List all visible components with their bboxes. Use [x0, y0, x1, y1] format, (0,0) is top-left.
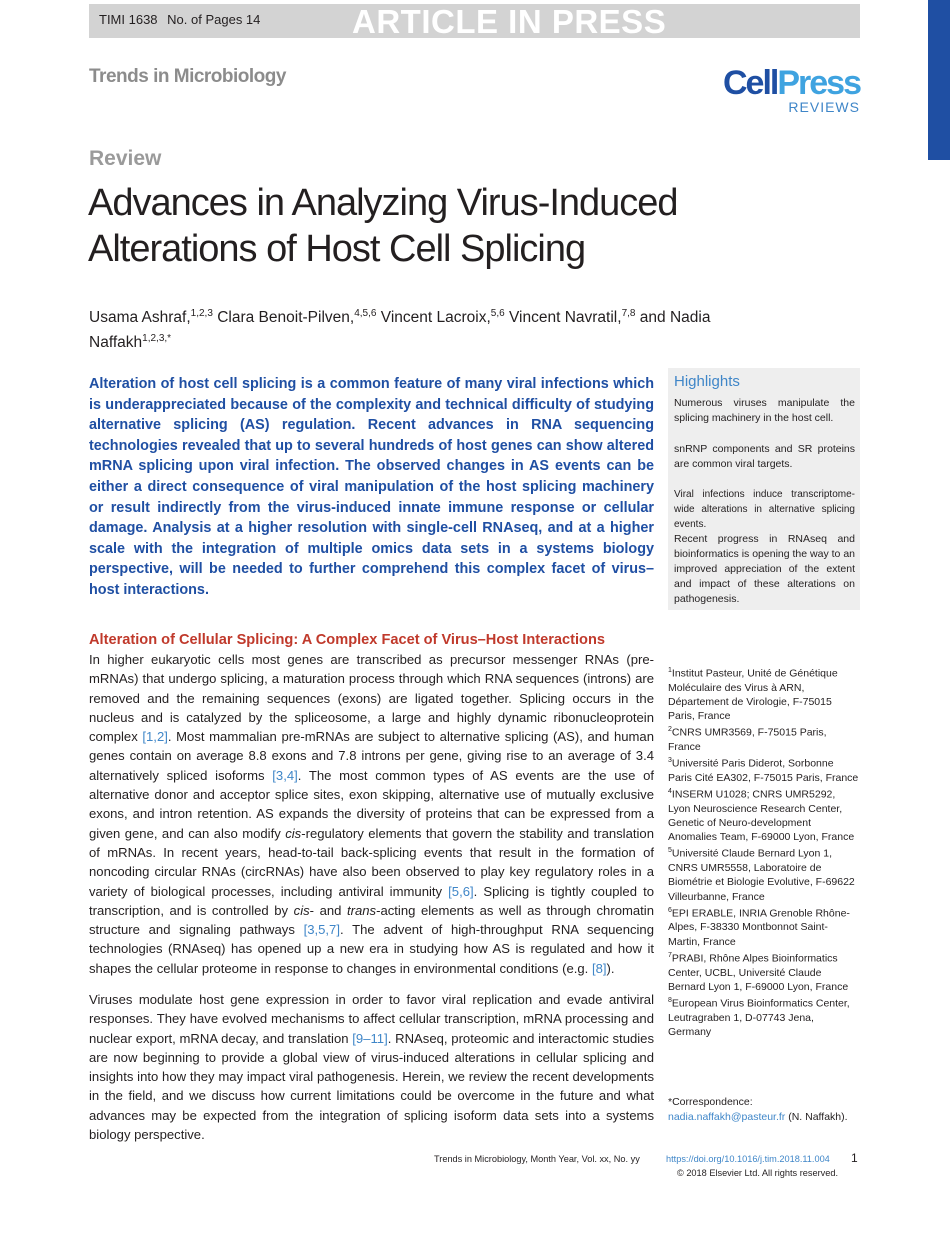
author-affil: 4,5,6 [354, 308, 377, 319]
author-name: and Nadia Naffakh [89, 309, 711, 352]
footer-copyright: © 2018 Elsevier Ltd. All rights reserved. [677, 1168, 838, 1178]
author-name: Vincent Lacroix, [376, 309, 491, 327]
affiliation-number: 2 [668, 726, 672, 734]
italic-term: trans [347, 902, 377, 918]
affiliation-number: 4 [668, 788, 672, 796]
highlight-item: Recent progress in RNAseq and bioinformatics is opening the way to an improved appreciation of the extent and impact of these alterations on pathogenesis. [674, 533, 855, 605]
text-run: . Most mammalian pre-mRNAs are subject to alternative splicing (AS), and human genes contain on average 8.8 exons and 7.8 introns per gene, giving rise to an average of 3.4 alternatively spliced isoforms [89, 729, 654, 783]
author-affil: 1,2,3,* [142, 333, 172, 345]
affiliation-text: EPI ERABLE, INRIA Grenoble Rhône-Alpes, F-38330 Montbonnot Saint-Martin, France [668, 907, 850, 948]
body-paragraph-1 [89, 650, 654, 978]
affiliation-item [668, 754, 860, 785]
affiliation-number: 1 [668, 667, 672, 674]
section-heading: Alteration of Cellular Splicing: A Complex Facet of Virus–Host Interactions [89, 632, 606, 648]
text-run: . RNAseq, proteomic and interactomic studies are now beginning to provide a global view of virus-induced alterations in cellular splicing and insights into how they may impact viral pathogenesis. Herein, we review the recent developments in the field, and we discuss how current limitations could be overcome in the future and what advances may be expected from the integration of splicing isoform data sets into a systems biology perspective. [89, 1030, 654, 1143]
author-affil: 5,6 [490, 308, 505, 319]
citation-link[interactable]: [3,5,7] [303, 922, 340, 938]
article-type: Review [89, 147, 162, 170]
text-run: ). [606, 960, 615, 976]
text-run: Viruses modulate host gene expression in order to favor viral replication and evade antiviral responses. They have evolved mechanisms to affect cellular transcription, mRNA processing and nuclear export, mRNA decay, and translation [89, 992, 654, 1046]
logo-reviews: REVIEWS [788, 99, 860, 115]
correspondence-label: *Correspondence: [668, 1096, 753, 1108]
side-tab [928, 0, 950, 160]
text-run: -regulatory elements that govern the stability and translation of mRNAs. In recent years, head-to-tail back-splicing events that result in the formation of noncoding circular RNAs (circRNAs) have also been observed to play key regulatory roles in a variety of biological processes, including antiviral immunity [89, 825, 654, 899]
affiliations [668, 664, 860, 1039]
correspondence-email[interactable]: nadia.naffakh@pasteur.fr [668, 1110, 786, 1123]
footer-journal-info: Trends in Microbiology, Month Year, Vol. xx, No. yy [434, 1154, 640, 1164]
footer-doi-link[interactable]: https://doi.org/10.1016/j.tim.2018.11.004 [666, 1154, 830, 1164]
affiliation-number: 8 [668, 996, 672, 1004]
cellpress-logo [712, 66, 860, 116]
text-run: -acting elements as well as through chromatin structure and signaling pathways [89, 902, 654, 938]
highlight-item: Viral infections induce transcriptome-wide alterations in alternative splicing events. [674, 489, 855, 530]
journal-name: Trends in Microbiology [89, 66, 286, 87]
affiliation-item [668, 723, 860, 754]
highlights-title: Highlights [674, 373, 740, 390]
citation-link[interactable]: [8] [591, 960, 607, 976]
page-count: No. of Pages 14 [167, 12, 261, 27]
affiliation-text: INSERM U1028; CNRS UMR5292, Lyon Neuroscience Research Center, Genetic of Neuro-development Anomalies Team, F-69000 Lyon, France [668, 788, 855, 844]
author-name: Clara Benoit-Pilven, [212, 309, 355, 327]
affiliation-text: CNRS UMR3569, F-75015 Paris, France [668, 726, 827, 754]
highlight-item: snRNP components and SR proteins are common viral targets. [674, 443, 855, 470]
citation-link[interactable]: [9–11] [352, 1030, 388, 1046]
header-article-info [99, 12, 266, 27]
page-number: 1 [851, 1151, 858, 1165]
text-run: - and [309, 902, 347, 918]
affiliation-item [668, 664, 860, 723]
affiliation-item [668, 949, 860, 994]
article-id: TIMI 1638 [99, 12, 158, 27]
logo-press: Press [777, 64, 860, 102]
text-run: . Splicing is tightly coupled to transcription, and is controlled by [89, 883, 654, 918]
italic-term: cis [285, 825, 302, 841]
logo-cell: Cell [723, 64, 778, 102]
affiliation-text: PRABI, Rhône Alpes Bioinformatics Center, UCBL, Université Claude Bernard Lyon 1, F-69000 Lyon, France [668, 952, 849, 993]
text-run: . The advent of high-throughput RNA sequencing technologies (RNAseq) has opened up a new era in studying how AS is regulated and how it shapes the cellular proteome in response to changes in environmental conditions (e.g. [89, 922, 654, 976]
highlights-box [668, 368, 860, 610]
author-affil: 7,8 [621, 308, 636, 319]
affiliation-number: 7 [668, 951, 672, 959]
article-title: Advances in Analyzing Virus-Induced Alterations of Host Cell Splicing [88, 182, 678, 270]
highlight-item: Numerous viruses manipulate the splicing machinery in the host cell. [674, 397, 855, 424]
correspondence [668, 1095, 860, 1124]
author-list [89, 303, 789, 353]
affiliation-item [668, 844, 860, 903]
affiliation-text: Institut Pasteur, Unité de Génétique Moléculaire des Virus à ARN, Département de Virologie, F-75015 Paris, France [668, 667, 838, 723]
correspondence-name: (N. Naffakh). [785, 1110, 848, 1123]
affiliation-number: 6 [668, 906, 672, 914]
header-bar [89, 4, 860, 38]
affiliation-item [668, 994, 860, 1039]
citation-link[interactable]: [3,4] [272, 767, 298, 783]
affiliation-item [668, 904, 860, 949]
author-name: Usama Ashraf, [89, 309, 191, 327]
text-run: In higher eukaryotic cells most genes are transcribed as precursor messenger RNAs (pre-mRNAs) that undergo splicing, a maturation process through which RNA sequences (introns) are removed and the remaining sequences (exons) are ligated together. Splicing occurs in the nucleus and is catalyzed by the spliceosome, a large and highly dynamic ribonucleoprotein complex [89, 652, 654, 745]
affiliation-number: 3 [668, 757, 672, 765]
body-paragraph-2 [89, 990, 654, 1144]
citation-link[interactable]: [1,2] [142, 729, 168, 745]
text-run: . The most common types of AS events are the use of alternative donor and acceptor splice sites, exon skipping, alternative use of mutually exclusive exons, and intron retention. AS expands the diversity of proteins that can be expressed from a given gene, and can also modify [89, 767, 654, 841]
affiliation-number: 5 [668, 847, 672, 855]
affiliation-item [668, 785, 860, 844]
italic-term: cis [293, 902, 310, 918]
affiliation-text: Université Claude Bernard Lyon 1, CNRS UMR5558, Laboratoire de Biométrie et Biologie Evolutive, F-69622 Villeurbanne, France [668, 847, 855, 903]
author-name: Vincent Navratil, [504, 309, 622, 327]
affiliation-text: Université Paris Diderot, Sorbonne Paris Cité EA302, F-75015 Paris, France [668, 757, 859, 784]
author-affil: 1,2,3 [190, 308, 213, 319]
citation-link[interactable]: [5,6] [448, 883, 474, 899]
affiliation-text: European Virus Bioinformatics Center, Leutragraben 1, D-07743 Jena, Germany [668, 997, 850, 1038]
abstract: Alteration of host cell splicing is a common feature of many viral infections which is underappreciated because of the complexity and technical difficulty of studying alternative splicing (AS) regulation. Recent advances in RNA sequencing technologies revealed that up to several hundreds of host genes can show altered mRNA splicing upon viral infection. The observed changes in AS events can be either a direct consequence of viral manipulation of the host splicing machinery or result indirectly from the virus-induced innate immune response or cellular damage. Analysis at a higher resolution with single-cell RNAseq, and at a higher scale with the integration of multiple omics data sets in a systems biology perspective, will be needed to further comprehend this complex facet of virus–host interactions. [89, 376, 654, 598]
article-in-press-banner: ARTICLE IN PRESS [352, 3, 667, 40]
